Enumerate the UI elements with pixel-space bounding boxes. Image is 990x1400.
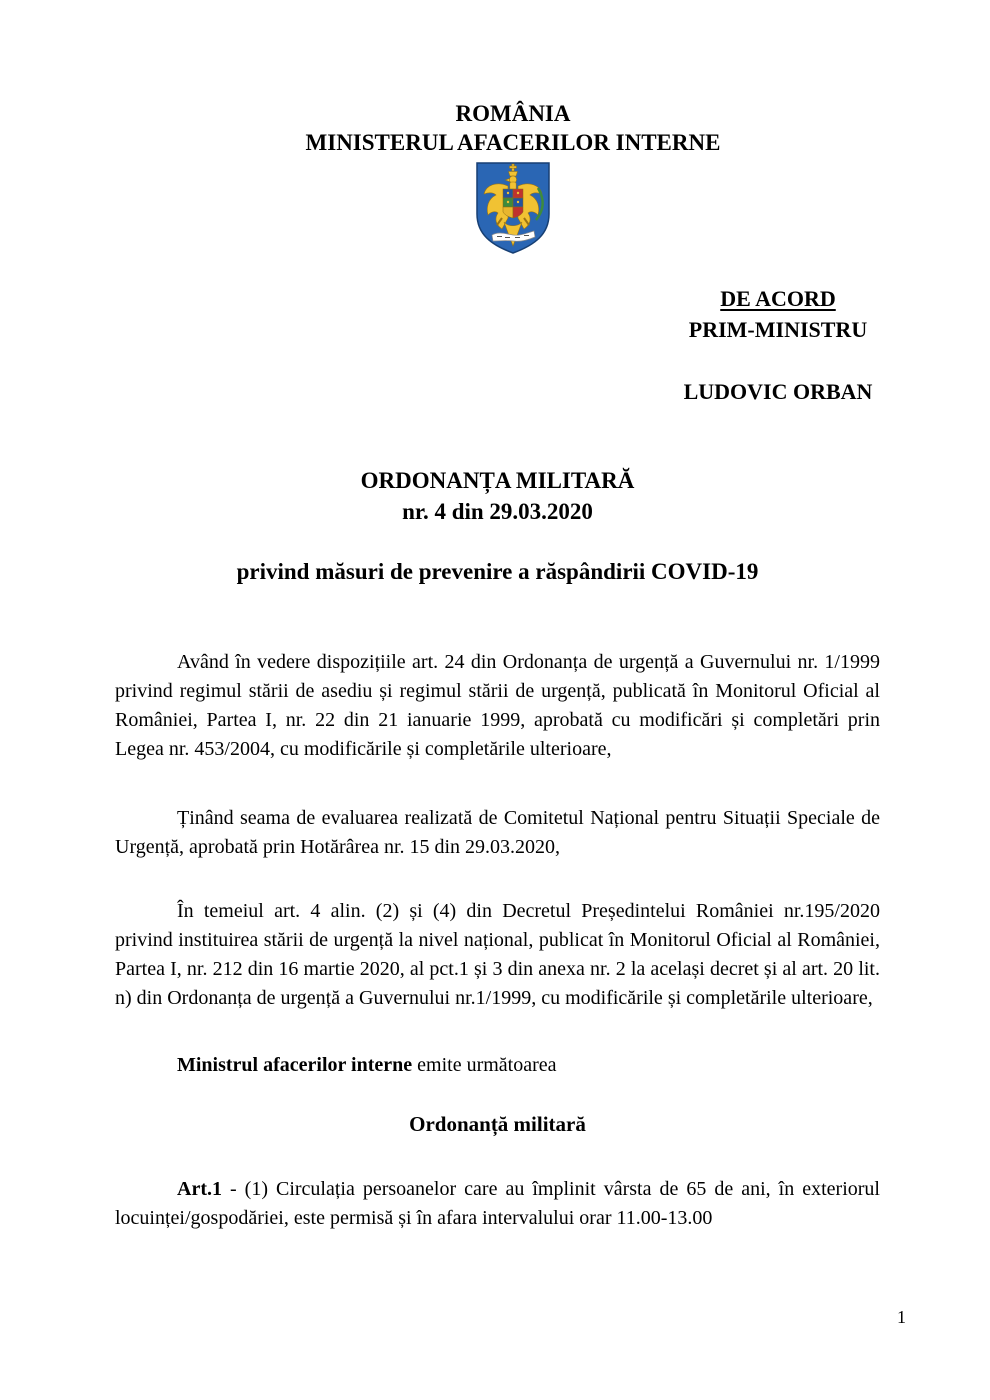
approval-agreement-label: DE ACORD (720, 286, 836, 311)
issuer-name: Ministrul afacerilor interne (177, 1054, 413, 1076)
ordinance-heading: Ordonanță militară (409, 1112, 586, 1136)
ordinance-title-block (115, 465, 880, 587)
approval-role-label: PRIM-MINISTRU (688, 317, 868, 342)
ministry-title: MINISTERUL AFACERILOR INTERNE (305, 130, 721, 155)
article-1-text: - (1) Circulația persoanelor care au împlinit vârsta de 65 de ani, în exteriorul locuinței/gospodăriei, este permisă și în afara intervalului orar 11.00-13.00 (115, 1178, 880, 1229)
ordinance-number: nr. 4 din 29.03.2020 (402, 499, 593, 524)
approval-spacer (668, 345, 888, 376)
emblem-inner-shield (503, 189, 523, 218)
document-header (0, 0, 990, 254)
article-1-paragraph (115, 1175, 880, 1233)
ordinance-subject: privind măsuri de prevenire a răspândirii COVID-19 (236, 559, 759, 584)
article-1-label: Art.1 (177, 1178, 222, 1200)
page-number: 1 (897, 1307, 906, 1327)
recital-paragraph-1: Având în vedere dispozițiile art. 24 din Ordonanța de urgență a Guvernului nr. 1/1999 privind regimul stării de asediu și regimul stării de urgență, publicată în Monitorul Oficial al României, Partea I, nr. 22 din 21 ianuarie 1999, aprobată cu modificări și completări prin Legea nr. 453/2004, cu modificările și completările ulterioare, (115, 651, 880, 760)
romania-coat-of-arms (475, 162, 551, 254)
approval-signer-name: LUDOVIC ORBAN (683, 379, 873, 404)
approval-block (668, 283, 888, 407)
country-title: ROMÂNIA (455, 101, 571, 126)
issuer-line (115, 1051, 880, 1080)
document-body (115, 465, 880, 1233)
recital-paragraph-3: În temeiul art. 4 alin. (2) și (4) din Decretul Președintelui României nr.195/2020 privind instituirea stării de urgență la nivel național, publicat în Monitorul Oficial al României, Partea I, nr. 212 din 16 martie 2020, al pct.1 și 3 din anexa nr. 2 la același decret și al art. 20 lit. n) din Ordonanța de urgență a Guvernului nr.1/1999, cu modificările și completările ulterioare, (115, 900, 880, 1009)
recital-paragraph-2: Ținând seama de evaluarea realizată de Comitetul Național pentru Situații Speciale de Urgență, aprobată prin Hotărârea nr. 15 din 29.03.2020, (115, 807, 880, 858)
issuer-verb: emite următoarea (412, 1054, 557, 1076)
emblem-container (36, 162, 990, 254)
ordinance-title: ORDONANȚA MILITARĂ (360, 468, 635, 493)
